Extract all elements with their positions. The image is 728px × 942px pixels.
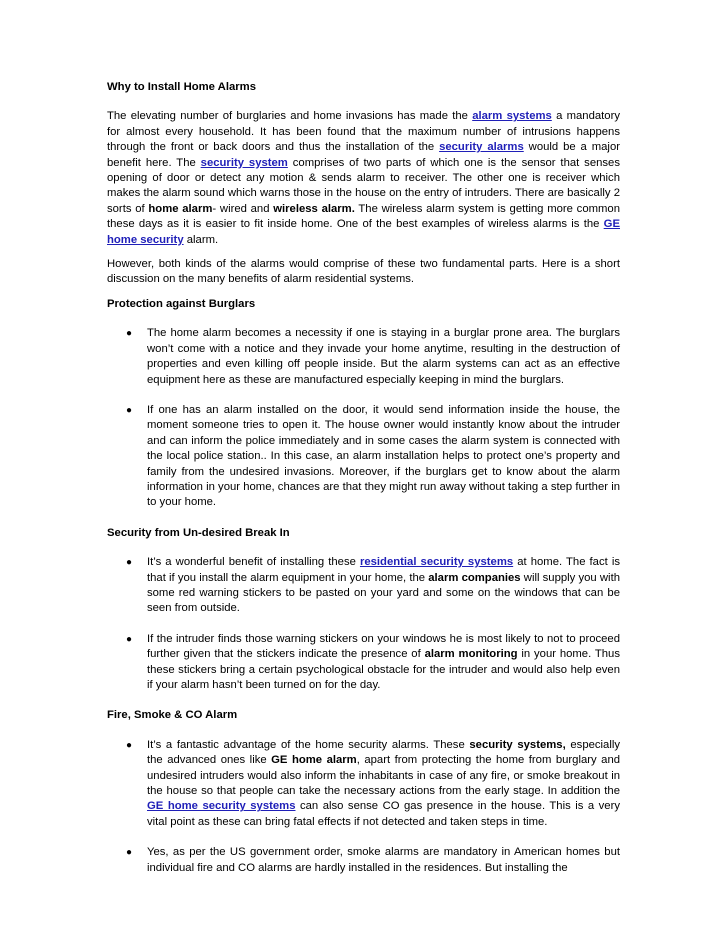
- list-protection-burglars: [107, 326, 620, 510]
- list-item-text: [147, 555, 620, 617]
- text-run: would be a major benefit here. The: [107, 141, 620, 169]
- bold-term: GE home alarm: [271, 754, 357, 767]
- list-item-text: [147, 326, 620, 388]
- bullet-icon: ●: [126, 847, 133, 859]
- heading-fire-smoke-co: Fire, Smoke & CO Alarm: [107, 709, 238, 722]
- list-fire-smoke-co: [107, 738, 620, 876]
- list-security-break-in: [107, 555, 620, 693]
- hyperlink[interactable]: alarm systems: [472, 110, 552, 123]
- bold-term: security systems,: [469, 738, 566, 751]
- text-run: a mandatory for almost every household. It has been found that the maximum number of intrusions happens through the front or back doors and thus the installation of the: [107, 110, 620, 154]
- heading-why-install: Why to Install Home Alarms: [107, 81, 256, 93]
- bold-term: alarm monitoring: [424, 648, 518, 661]
- hyperlink[interactable]: security alarms: [439, 141, 524, 154]
- list-item-text: [147, 632, 620, 694]
- paragraph-intro: [107, 109, 620, 248]
- text-run: If the intruder finds those warning stickers on your windows he is most likely to not to proceed further given that the stickers indicate the presence of: [147, 632, 620, 661]
- list-item-text: [147, 845, 620, 876]
- text-run: , apart from protecting the home from burglary and undesired intruders would also inform the inhabitants in case of any fire, or smoke breakout in the house so that people can take the necessary actions from the early stage. In addition the: [147, 754, 621, 798]
- text-run: - wired and: [212, 202, 274, 215]
- bullet-icon: ●: [126, 633, 133, 645]
- text-run: The elevating number of burglaries and home invasions has made the: [107, 110, 473, 123]
- hyperlink[interactable]: GE home security systems: [147, 800, 296, 813]
- hyperlink[interactable]: GE home security: [107, 218, 620, 246]
- document-body: [107, 80, 620, 891]
- text-run: The home alarm becomes a necessity if one is staying in a burglar prone area. The burglars won’t come with a notice and they invade your home anytime, resulting in the destruction of properties and even killing off people inside. But the alarm systems can act as an effective equipment here as these are manufactured especially keeping in mind the burglars.: [147, 327, 620, 386]
- hyperlink[interactable]: security system: [200, 156, 288, 169]
- bullet-icon: ●: [126, 404, 133, 416]
- text-run: in your home. Thus these stickers bring a certain psychological obstacle for the intruder and would also help even if your alarm hasn’t been turned on for the day.: [147, 648, 620, 691]
- heading-security-break-in: Security from Un-desired Break In: [107, 526, 290, 539]
- text-run: alarm.: [183, 233, 219, 246]
- text-run: If one has an alarm installed on the door, it would send information inside the house, the moment someone tries to open it. The house owner would instantly know about the intruder and can inform the police immediately and in some cases the alarm system is connected with the local police station.. In this case, an alarm installation helps to protect one’s property and family from the undesired invasions. Moreover, if the burglars get to know about the alarm information in your home, chances are that they might run away without taking a step further in to your home.: [147, 403, 620, 509]
- bullet-icon: ●: [126, 557, 133, 569]
- bullet-icon: ●: [126, 328, 133, 340]
- list-item: [107, 403, 620, 511]
- text-run: comprises of two parts of which one is the sensor that senses opening of door or detect any motion & sends alarm to receiver. The other one is receiver which makes the alarm sound which warns those in the house on the entry of intruders. There are basically 2 sorts of: [107, 156, 620, 215]
- list-item-text: [147, 738, 620, 830]
- list-item: [107, 632, 620, 694]
- text-run: However, both kinds of the alarms would comprise of these two fundamental parts. Here is a short discussion on the many benefits of alarm residential systems.: [107, 258, 620, 286]
- bold-term: wireless alarm.: [273, 202, 355, 215]
- hyperlink[interactable]: residential security systems: [359, 556, 514, 569]
- heading-protection-burglars: Protection against Burglars: [107, 297, 256, 310]
- list-item: [107, 845, 620, 876]
- bold-term: home alarm: [148, 202, 213, 215]
- bold-term: alarm companies: [428, 571, 521, 584]
- text-run: especially the advanced ones like: [147, 738, 620, 767]
- list-item-text: [147, 403, 620, 511]
- paragraph-summary: [107, 257, 620, 288]
- text-run: will supply you with some red warning stickers to be pasted on your yard and some on the windows that can be seen from outside.: [147, 571, 620, 615]
- text-run: can also sense CO gas presence in the house. This is a very vital point as these can bring fatal effects if not detected and taken steps in time.: [147, 800, 620, 828]
- text-run: The wireless alarm system is getting more common these days as it is easier to fit inside home. One of the best examples of wireless alarms is the: [107, 202, 620, 231]
- text-run: It’s a fantastic advantage of the home security alarms. These: [147, 738, 470, 751]
- text-run: at home. The fact is that if you install the alarm equipment in your home, the: [147, 556, 620, 584]
- list-item: [107, 326, 620, 388]
- list-item: [107, 738, 620, 830]
- bullet-icon: ●: [126, 739, 133, 751]
- text-run: It’s a wonderful benefit of installing these: [147, 556, 360, 569]
- list-item: [107, 555, 620, 617]
- text-run: Yes, as per the US government order, smoke alarms are mandatory in American homes but individual fire and CO alarms are hardly installed in the residences. But installing the: [147, 846, 620, 874]
